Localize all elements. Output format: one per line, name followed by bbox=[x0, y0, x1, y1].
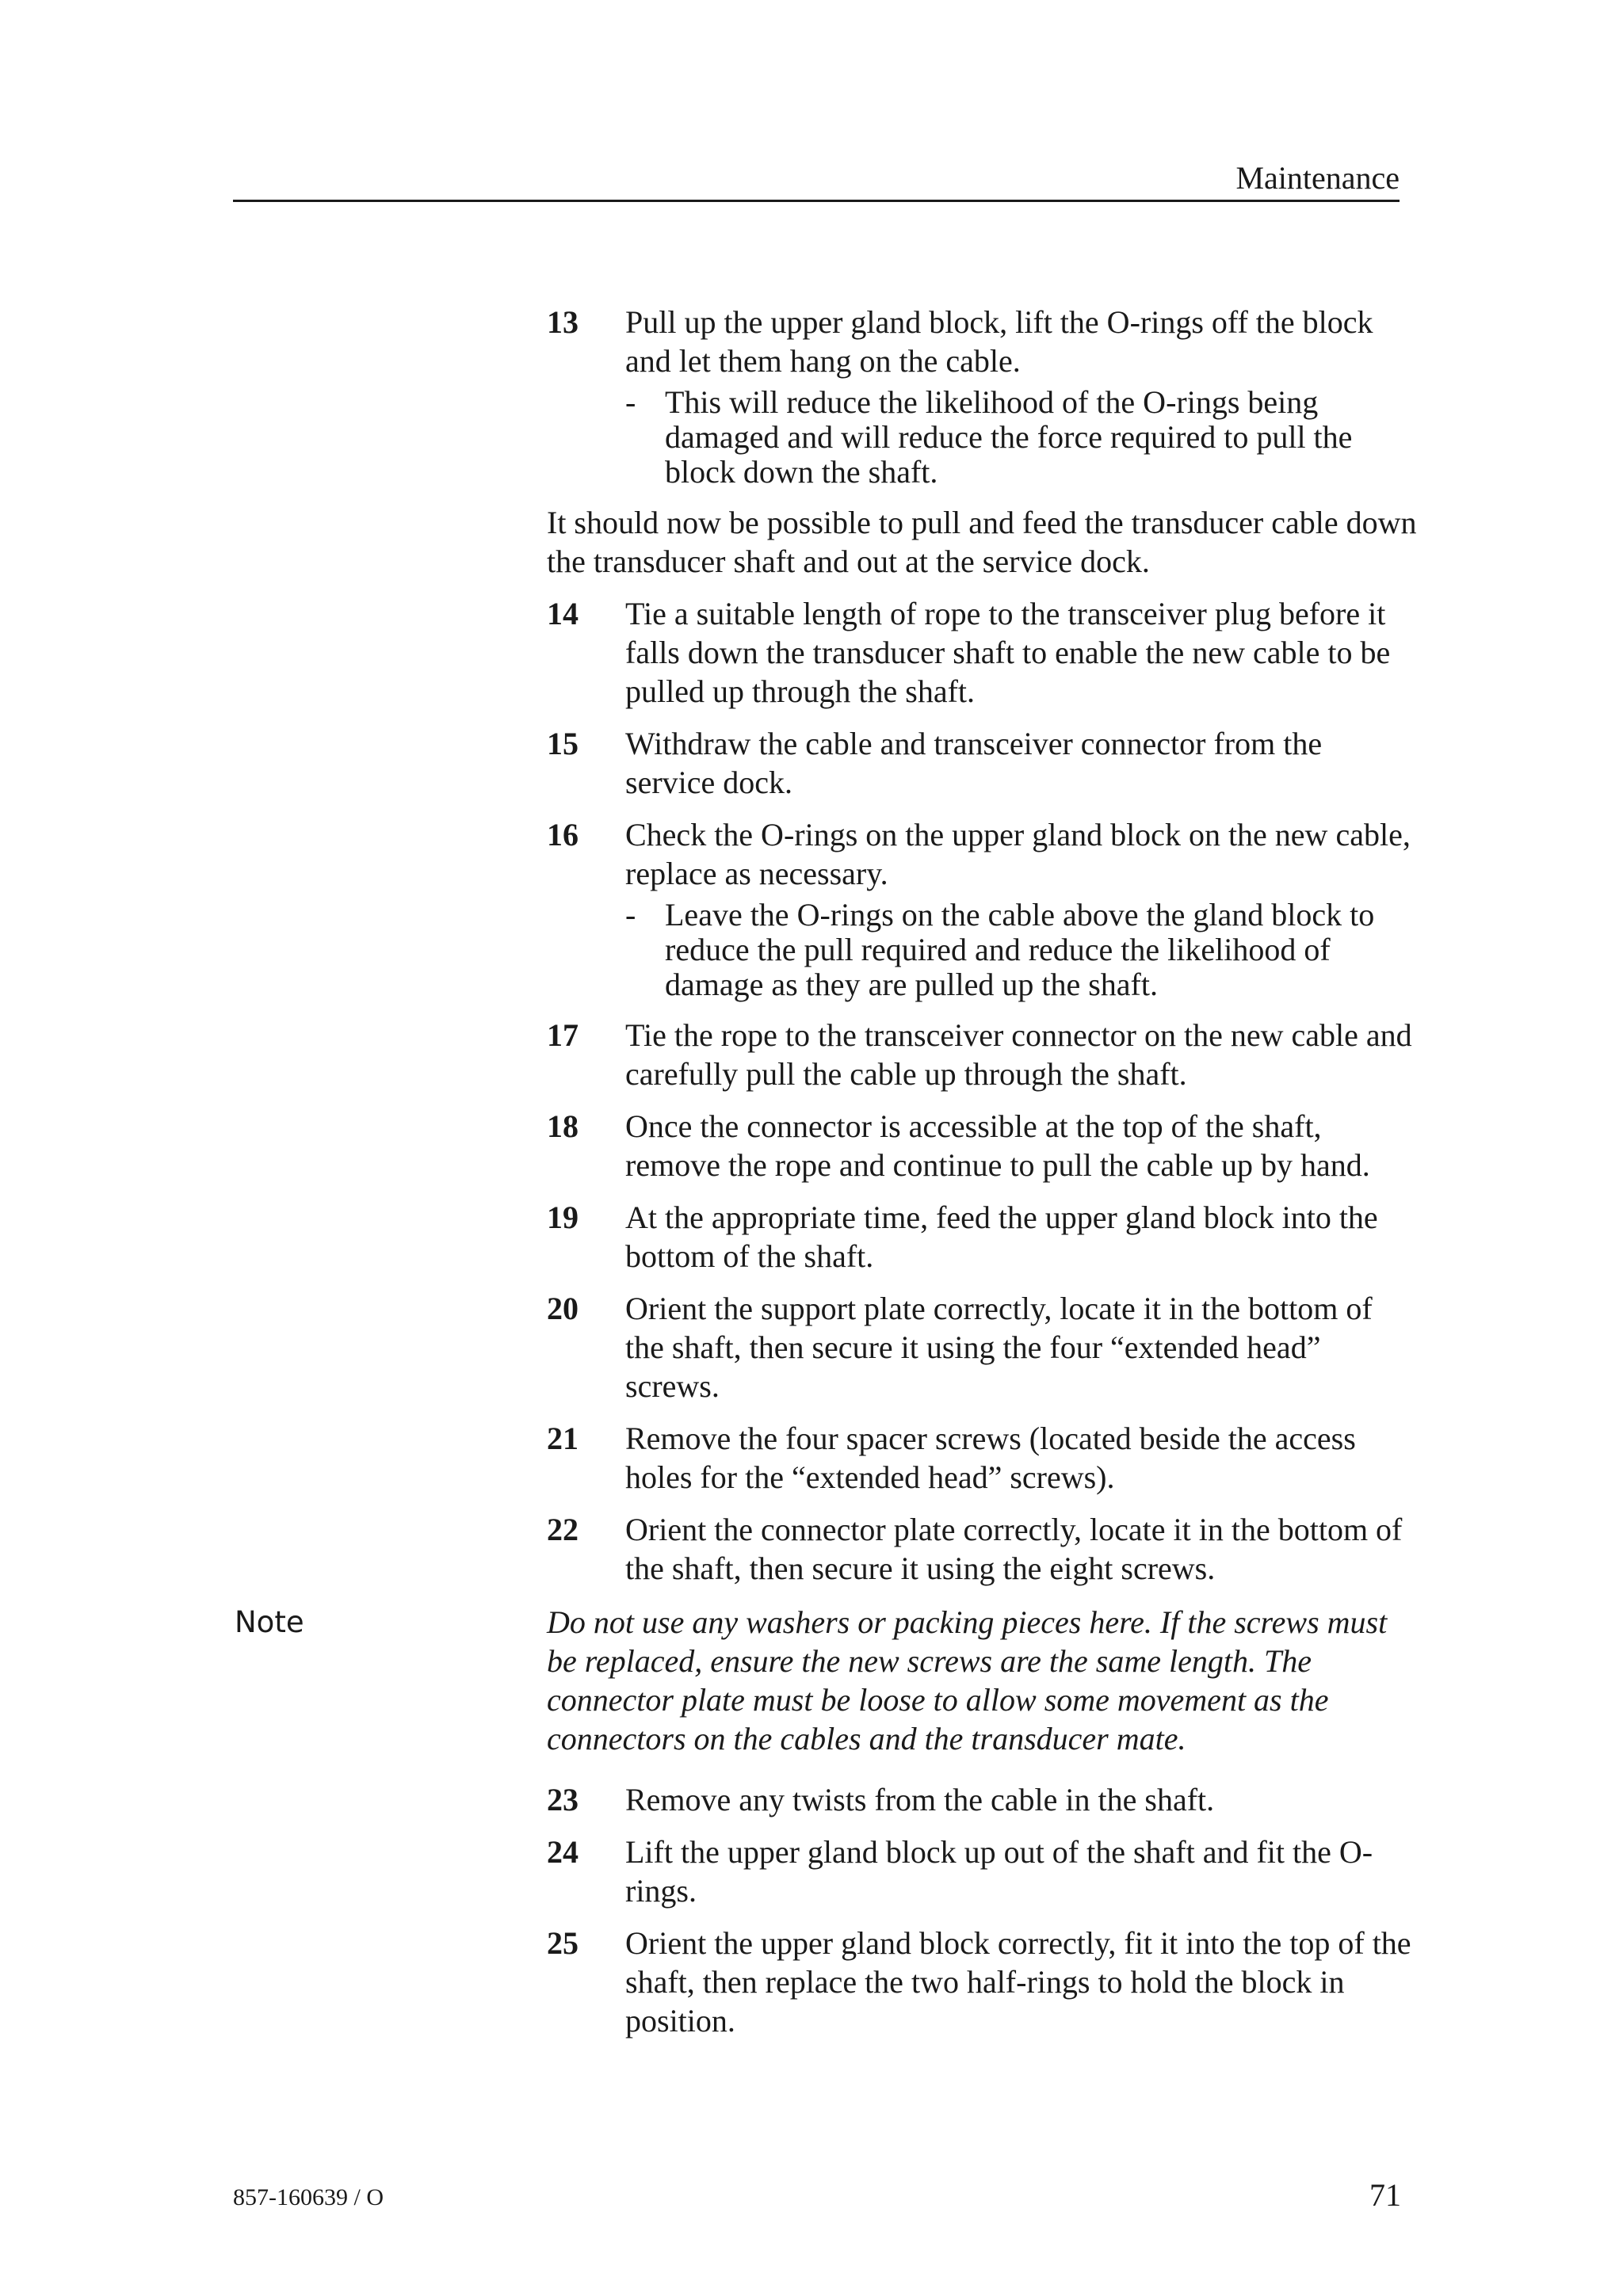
step-text: Check the O-rings on the upper gland block on the new cable, replace as necessary. bbox=[625, 817, 1411, 891]
step-text: Orient the upper gland block correctly, fit it into the top of the shaft, then replace the two half-rings to hold the block in position. bbox=[625, 1925, 1411, 2039]
step-number: 25 bbox=[547, 1925, 579, 1961]
step-number: 23 bbox=[547, 1782, 579, 1817]
body-paragraph: It should now be possible to pull and feed the transducer cable down the transducer shaft and out at the service dock. bbox=[547, 505, 1417, 579]
page-content bbox=[235, 303, 1419, 2054]
step-number: 21 bbox=[547, 1421, 579, 1456]
step-item bbox=[547, 1780, 1419, 1819]
step-item bbox=[547, 1107, 1419, 1184]
footer-page-number: 71 bbox=[1369, 2177, 1401, 2213]
step-item bbox=[547, 1510, 1419, 1588]
step-text: Orient the support plate correctly, locate it in the bottom of the shaft, then secure it using the four “extended head” screws. bbox=[625, 1291, 1373, 1404]
step-item bbox=[547, 1289, 1419, 1405]
step-item bbox=[547, 594, 1419, 711]
step-text: Once the connector is accessible at the top of the shaft, remove the rope and continue to pull the cable up by hand. bbox=[625, 1108, 1370, 1183]
sub-bullet-text: Leave the O-rings on the cable above the gland block to reduce the pull required and reduce the likelihood of damage as they are pulled up the shaft. bbox=[665, 897, 1375, 1002]
step-text: Withdraw the cable and transceiver connector from the service dock. bbox=[625, 726, 1323, 800]
step-item bbox=[547, 815, 1419, 1002]
step-number: 18 bbox=[547, 1108, 579, 1144]
note-label: Note bbox=[235, 1605, 304, 1639]
step-number: 22 bbox=[547, 1512, 579, 1547]
step-item bbox=[547, 1198, 1419, 1276]
step-number: 19 bbox=[547, 1199, 579, 1235]
running-header: Maintenance bbox=[1235, 160, 1400, 196]
header-divider bbox=[233, 200, 1400, 202]
note-block bbox=[235, 1603, 1419, 1758]
bullet-dash: - bbox=[625, 384, 636, 420]
step-text: Remove any twists from the cable in the shaft. bbox=[625, 1782, 1215, 1817]
sub-bullet-text: This will reduce the likelihood of the O-rings being damaged and will reduce the force required to pull the block down the shaft. bbox=[665, 384, 1353, 490]
step-number: 14 bbox=[547, 596, 579, 631]
step-number: 16 bbox=[547, 817, 579, 852]
step-number: 17 bbox=[547, 1017, 579, 1053]
step-item bbox=[547, 1833, 1419, 1910]
step-number: 13 bbox=[547, 304, 579, 340]
bullet-dash: - bbox=[625, 897, 636, 933]
step-item bbox=[547, 1924, 1419, 2040]
step-text: At the appropriate time, feed the upper gland block into the bottom of the shaft. bbox=[625, 1199, 1378, 1274]
step-text: Orient the connector plate correctly, locate it in the bottom of the shaft, then secure it using the eight screws. bbox=[625, 1512, 1403, 1586]
step-text: Tie a suitable length of rope to the transceiver plug before it falls down the transducer shaft to enable the new cable to be pulled up through the shaft. bbox=[625, 596, 1391, 709]
footer-document-number: 857-160639 / O bbox=[233, 2184, 384, 2210]
step-number: 20 bbox=[547, 1291, 579, 1326]
step-sub-bullet bbox=[625, 385, 1419, 490]
step-text: Pull up the upper gland block, lift the O-rings off the block and let them hang on the cable. bbox=[625, 304, 1373, 379]
step-number: 24 bbox=[547, 1834, 579, 1870]
note-text: Do not use any washers or packing pieces here. If the screws must be replaced, ensure the new screws are the same length. The connector plate must be loose to allow some movement as the connectors on the cables and the transducer mate. bbox=[547, 1604, 1388, 1756]
step-text: Lift the upper gland block up out of the shaft and fit the O-rings. bbox=[625, 1834, 1373, 1909]
step-sub-bullet bbox=[625, 898, 1419, 1002]
step-text: Remove the four spacer screws (located beside the access holes for the “extended head” screws). bbox=[625, 1421, 1356, 1495]
step-item bbox=[547, 724, 1419, 802]
step-text: Tie the rope to the transceiver connector on the new cable and carefully pull the cable up through the shaft. bbox=[625, 1017, 1412, 1092]
step-number: 15 bbox=[547, 726, 579, 761]
step-item bbox=[547, 1419, 1419, 1497]
step-item bbox=[547, 1016, 1419, 1093]
step-item bbox=[547, 303, 1419, 490]
